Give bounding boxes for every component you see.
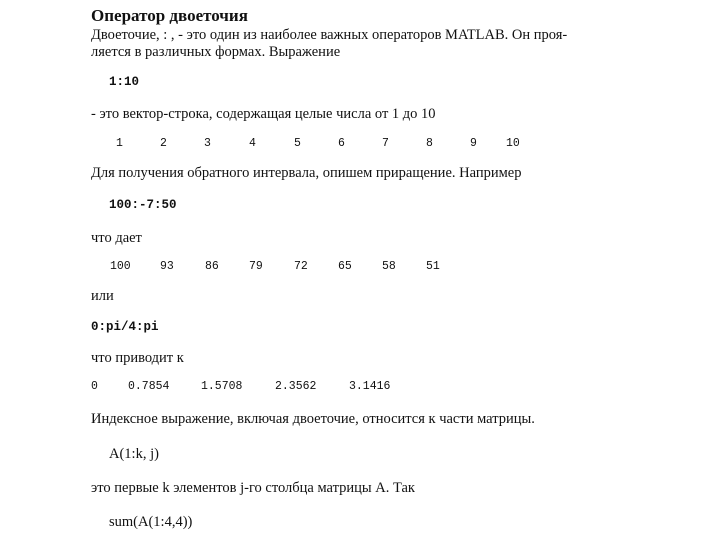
output-value: 8 <box>426 137 433 150</box>
output-value: 1 <box>116 137 123 150</box>
output-value: 10 <box>506 137 520 150</box>
output-value: 9 <box>470 137 477 150</box>
output-value: 0 <box>91 380 98 393</box>
output-value: 2 <box>160 137 167 150</box>
output-value: 58 <box>382 260 396 273</box>
desc-results-in: что приводит к <box>91 350 184 366</box>
code-range-1-10: 1:10 <box>109 75 140 89</box>
desc-gives: что дает <box>91 230 142 246</box>
output-value: 3 <box>204 137 211 150</box>
output-value: 0.7854 <box>128 380 170 393</box>
output-value: 93 <box>160 260 174 273</box>
desc-index-expression: Индексное выражение, включая двоеточие, относится к части матрицы. <box>91 411 535 427</box>
output-value: 79 <box>249 260 263 273</box>
output-value: 65 <box>338 260 352 273</box>
code-range-pi: 0:pi/4:pi <box>91 320 159 334</box>
output-value: 72 <box>294 260 308 273</box>
output-value: 4 <box>249 137 256 150</box>
desc-first-k-elements: это первые k элементов j-го столбца матрицы A. Так <box>91 480 415 496</box>
desc-row-vector: - это вектор-строка, содержащая целые числа от 1 до 10 <box>91 106 436 122</box>
desc-or: или <box>91 288 114 304</box>
intro-line-2: ляется в различных формах. Выражение <box>91 44 341 60</box>
output-value: 1.5708 <box>201 380 243 393</box>
desc-reverse-interval: Для получения обратного интервала, опишем приращение. Например <box>91 165 522 181</box>
output-value: 5 <box>294 137 301 150</box>
page-title: Оператор двоеточия <box>91 6 248 25</box>
code-sum-example: sum(A(1:4,4)) <box>109 514 193 530</box>
code-index-example: A(1:k, j) <box>109 446 159 462</box>
intro-line-1: Двоеточие, : , - это один из наиболее важных операторов MATLAB. Он проя- <box>91 27 568 43</box>
output-value: 3.1416 <box>349 380 391 393</box>
output-value: 7 <box>382 137 389 150</box>
output-value: 2.3562 <box>275 380 317 393</box>
output-value: 51 <box>426 260 440 273</box>
output-value: 6 <box>338 137 345 150</box>
code-range-100-50: 100:-7:50 <box>109 198 177 212</box>
output-value: 100 <box>110 260 131 273</box>
output-value: 86 <box>205 260 219 273</box>
